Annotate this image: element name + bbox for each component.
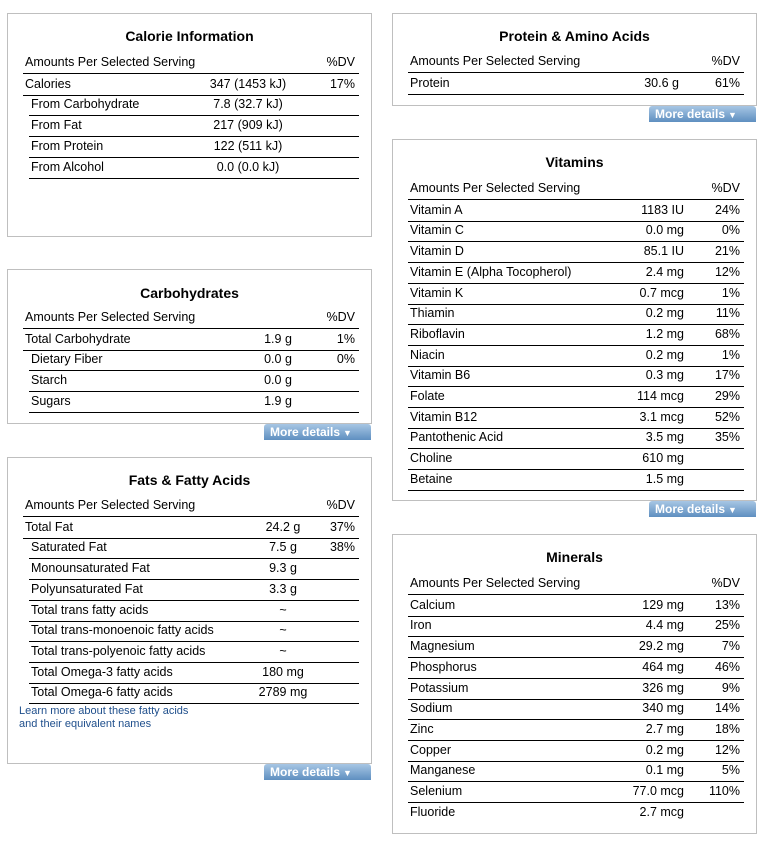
nutrient-amount: 610 mg (642, 451, 684, 466)
triangle-down-icon: ▼ (343, 768, 352, 778)
header-label: Amounts Per Selected Serving (25, 498, 196, 512)
carbohydrates-table (23, 307, 359, 417)
nutrient-amount: 3.3 g (269, 581, 297, 596)
header-label: Amounts Per Selected Serving (25, 55, 196, 69)
fatty-acids-link-line-1: Learn more about these fatty acids (19, 705, 189, 717)
nutrient-name: Zinc (410, 721, 434, 736)
nutrient-name: Vitamin K (410, 285, 464, 300)
header-label: Amounts Per Selected Serving (410, 576, 581, 590)
table-row (408, 698, 744, 720)
table-row (29, 682, 359, 704)
nutrient-dv: 25% (714, 618, 740, 633)
more-details-label: More details (655, 107, 726, 121)
header-dv: %DV (326, 498, 355, 512)
table-row (29, 620, 359, 642)
table-row (23, 329, 359, 351)
nutrient-name: Sodium (410, 701, 453, 716)
table-row (29, 600, 359, 622)
nutrient-name: Starch (31, 373, 68, 388)
nutrient-dv: 11% (715, 306, 740, 321)
table-row (408, 760, 744, 782)
more-details-label: More details (655, 502, 726, 516)
table-row (23, 517, 359, 539)
table-row (29, 579, 359, 601)
table-row (29, 157, 359, 179)
nutrient-name: Betaine (410, 471, 453, 486)
nutrient-name: Choline (410, 451, 453, 466)
table-row (408, 615, 744, 637)
nutrient-name: Folate (410, 389, 445, 403)
nutrient-amount: 3.5 mg (645, 430, 684, 445)
nutrient-name: From Alcohol (31, 159, 104, 174)
nutrient-name: Phosphorus (410, 659, 477, 674)
nutrient-amount: 7.5 g (269, 540, 297, 555)
header-label: Amounts Per Selected Serving (410, 54, 581, 68)
nutrient-amount: 180 mg (262, 664, 304, 679)
nutrient-dv: 24% (714, 202, 740, 217)
nutrient-amount: 4.4 mg (645, 618, 684, 633)
table-row (29, 94, 359, 116)
panel-title: Vitamins (545, 154, 604, 170)
nutrient-dv: 1% (336, 331, 355, 346)
triangle-down-icon: ▼ (728, 110, 737, 120)
nutrient-amount: 0.7 mcg (639, 285, 684, 300)
carbohydrates-more-details-button[interactable] (264, 424, 371, 440)
nutrient-amount: 326 mg (642, 680, 684, 695)
header-label: Amounts Per Selected Serving (25, 310, 196, 324)
nutrient-name: Total Omega-6 fatty acids (31, 685, 173, 700)
fatty-acids-info-link[interactable] (19, 705, 188, 731)
nutrient-name: Sugars (31, 393, 71, 408)
table-row (408, 220, 744, 242)
nutrient-dv: 52% (714, 409, 740, 424)
nutrient-dv: 68% (714, 326, 740, 341)
nutrient-name: Vitamin E (Alpha Tocopherol) (410, 264, 572, 279)
nutrient-amount: 1183 IU (641, 202, 684, 217)
nutrient-dv: 1% (721, 347, 740, 362)
nutrient-name: Monounsaturated Fat (31, 561, 150, 576)
header-dv: %DV (711, 181, 740, 195)
panel-title: Calorie Information (125, 28, 254, 44)
triangle-down-icon: ▼ (728, 505, 737, 515)
nutrient-dv: 37% (329, 519, 355, 534)
nutrient-amount: ~ (279, 602, 287, 617)
table-header-row (408, 178, 744, 200)
nutrient-amount: 7.8 (32.7 kJ) (213, 97, 283, 112)
protein-table (408, 51, 744, 101)
nutrient-dv: 0% (721, 223, 740, 238)
fats-table (23, 495, 359, 705)
nutrient-name: Manganese (410, 763, 476, 778)
nutrient-amount: 29.2 mg (638, 639, 684, 654)
vitamins-panel (392, 139, 757, 501)
nutrient-dv: 61% (714, 75, 740, 90)
table-row (29, 136, 359, 158)
carbohydrates-panel (7, 269, 372, 424)
table-row (408, 802, 744, 823)
nutrient-name: Vitamin C (410, 223, 464, 238)
nutrient-amount: 122 (511 kJ) (213, 138, 283, 153)
table-header-row (408, 51, 744, 73)
nutrient-name: Vitamin B6 (410, 368, 471, 383)
nutrient-dv: 17% (714, 368, 740, 383)
nutrient-amount: 129 mg (642, 597, 684, 612)
nutrient-dv: 38% (329, 540, 355, 555)
table-row (408, 324, 744, 346)
table-row (408, 740, 744, 762)
table-row (408, 262, 744, 284)
table-row (408, 595, 744, 617)
nutrient-amount: 2.7 mg (645, 721, 684, 736)
nutrient-amount: 0.0 g (264, 373, 292, 388)
nutrient-amount: 30.6 g (644, 75, 679, 90)
nutrient-name: Potassium (410, 680, 469, 695)
table-row (408, 678, 744, 700)
nutrient-name: Thiamin (410, 306, 455, 321)
nutrient-name: Vitamin B12 (410, 409, 478, 424)
nutrient-amount: 347 (1453 kJ) (209, 76, 287, 91)
nutrient-dv: 18% (714, 721, 740, 736)
fats-more-details-button[interactable] (264, 764, 371, 780)
panel-title: Carbohydrates (140, 285, 239, 301)
table-header-row (408, 573, 744, 595)
nutrient-amount: 1.2 mg (645, 326, 684, 341)
minerals-panel (392, 534, 757, 834)
nutrient-dv: 13% (714, 597, 740, 612)
nutrient-dv: 0% (336, 352, 355, 367)
nutrient-amount: 1.9 g (264, 331, 292, 346)
nutrient-dv: 17% (329, 76, 355, 91)
nutrient-dv: 29% (714, 389, 740, 403)
header-dv: %DV (711, 576, 740, 590)
minerals-table (408, 573, 744, 828)
nutrient-dv: 35% (714, 430, 740, 445)
nutrient-name: Selenium (410, 784, 463, 798)
table-row (29, 537, 359, 559)
nutrient-dv: 21% (714, 244, 740, 259)
nutrient-amount: 77.0 mcg (632, 784, 684, 798)
nutrient-dv: 110% (708, 784, 740, 798)
nutrient-dv: 9% (721, 680, 740, 695)
nutrient-amount: 24.2 g (265, 519, 301, 534)
nutrient-amount: 2.4 mg (645, 264, 684, 279)
protein-more-details-button[interactable] (649, 106, 756, 122)
nutrient-name: Copper (410, 742, 451, 757)
table-row (408, 448, 744, 470)
nutrient-dv: 5% (721, 763, 740, 778)
nutrient-amount: 1.5 mg (645, 471, 684, 486)
table-row (29, 558, 359, 580)
table-row (29, 391, 359, 413)
nutrient-amount: ~ (279, 623, 287, 638)
nutrient-dv: 7% (721, 639, 740, 654)
nutrient-name: Protein (410, 75, 450, 90)
nutrient-name: Iron (410, 618, 432, 633)
nutrient-amount: 0.0 mg (645, 223, 684, 238)
table-row (408, 303, 744, 325)
vitamins-more-details-button[interactable] (649, 501, 756, 517)
calorie-table (23, 52, 359, 202)
nutrient-name: Calcium (410, 597, 456, 612)
table-header-row (23, 495, 359, 517)
nutrient-amount: 85.1 IU (643, 244, 684, 259)
nutrient-dv: 12% (714, 264, 740, 279)
nutrient-amount: 0.2 mg (645, 742, 684, 757)
table-row (408, 365, 744, 387)
table-row (408, 719, 744, 741)
table-row (408, 657, 744, 679)
table-row (29, 641, 359, 663)
nutrient-amount: 114 mcg (636, 389, 684, 403)
panel-title: Protein & Amino Acids (499, 28, 650, 44)
header-dv: %DV (711, 54, 740, 68)
table-row (23, 74, 359, 96)
nutrient-amount: 0.2 mg (645, 306, 684, 321)
table-header-row (23, 52, 359, 74)
more-details-label: More details (270, 425, 341, 439)
fats-fatty-acids-panel (7, 457, 372, 764)
nutrient-amount: 0.3 mg (645, 368, 684, 383)
nutrient-name: Dietary Fiber (31, 352, 103, 367)
nutrient-name: Calories (25, 76, 71, 91)
table-row (408, 781, 744, 803)
nutrient-amount: 0.1 mg (645, 763, 684, 778)
nutrient-amount: 0.0 g (264, 352, 292, 367)
nutrient-dv: 1% (721, 285, 740, 300)
table-row (29, 349, 359, 371)
nutrient-name: From Protein (31, 138, 104, 153)
table-row (408, 636, 744, 658)
panel-title: Minerals (546, 549, 603, 565)
nutrient-name: Fluoride (410, 804, 456, 819)
nutrient-name: Total Fat (25, 519, 73, 534)
calorie-information-panel (7, 13, 372, 237)
nutrient-dv: 14% (714, 701, 740, 716)
table-row (408, 345, 744, 367)
nutrient-amount: 0.0 (0.0 kJ) (216, 159, 280, 174)
nutrient-name: Magnesium (410, 639, 475, 654)
nutrient-amount: ~ (279, 643, 287, 658)
nutrient-name: Total trans fatty acids (31, 602, 149, 617)
nutrient-name: Niacin (410, 347, 445, 362)
nutrient-amount: 3.1 mcg (639, 409, 684, 424)
nutrient-amount: 464 mg (642, 659, 684, 674)
nutrient-name: Total trans-monoenoic fatty acids (31, 623, 214, 638)
nutrient-name: Total Carbohydrate (25, 331, 131, 346)
protein-amino-acids-panel (392, 13, 757, 106)
nutrient-name: Total Omega-3 fatty acids (31, 664, 173, 679)
nutrient-name: From Fat (31, 118, 82, 133)
table-row (408, 427, 744, 449)
nutrient-name: Polyunsaturated Fat (31, 581, 143, 596)
nutrient-dv: 46% (714, 659, 740, 674)
nutrient-name: From Carbohydrate (31, 97, 140, 112)
nutrient-name: Total trans-polyenoic fatty acids (31, 643, 206, 658)
table-row (408, 386, 744, 408)
table-row (408, 283, 744, 305)
nutrient-amount: 2.7 mcg (639, 804, 684, 819)
nutrient-name: Riboflavin (410, 326, 465, 341)
header-dv: %DV (326, 310, 355, 324)
nutrient-amount: 0.2 mg (645, 347, 684, 362)
nutrient-amount: 217 (909 kJ) (213, 118, 283, 133)
nutrient-name: Saturated Fat (31, 540, 107, 555)
table-row (408, 407, 744, 429)
header-dv: %DV (326, 55, 355, 69)
nutrient-amount: 340 mg (642, 701, 684, 716)
nutrient-dv: 12% (714, 742, 740, 757)
table-row (29, 662, 359, 684)
table-row (408, 469, 744, 491)
table-row (408, 200, 744, 222)
nutrient-amount: 2789 mg (258, 685, 308, 700)
nutrient-amount: 9.3 g (269, 561, 297, 576)
fatty-acids-link-line-2: and their equivalent names (19, 718, 152, 730)
nutrient-name: Vitamin A (410, 202, 463, 217)
nutrient-name: Vitamin D (410, 244, 464, 259)
table-row (29, 370, 359, 392)
table-row (408, 241, 744, 263)
nutrient-name: Pantothenic Acid (410, 430, 504, 445)
vitamins-table (408, 178, 744, 498)
table-header-row (23, 307, 359, 329)
triangle-down-icon: ▼ (343, 428, 352, 438)
header-label: Amounts Per Selected Serving (410, 181, 581, 195)
nutrient-amount: 1.9 g (264, 393, 292, 408)
panel-title: Fats & Fatty Acids (128, 472, 251, 488)
more-details-label: More details (270, 765, 341, 779)
table-row (408, 73, 744, 95)
table-row (29, 115, 359, 137)
